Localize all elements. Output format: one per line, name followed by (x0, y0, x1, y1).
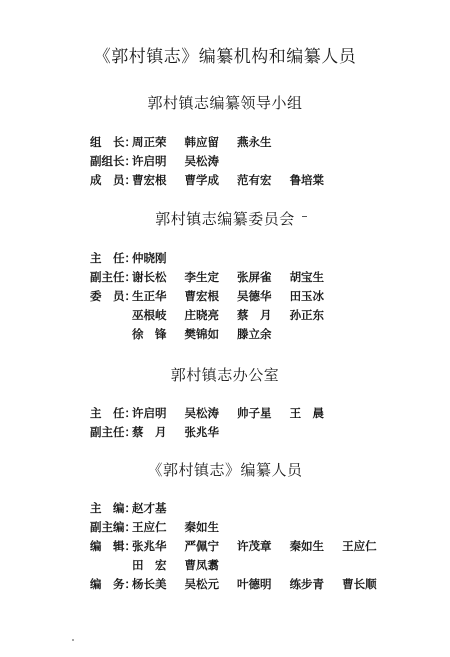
role-label: 副组长： (90, 154, 136, 168)
person-name: 曹凤翥 (184, 558, 220, 572)
role-label: 副主任： (90, 425, 136, 439)
person-name: 许启明 (132, 154, 167, 168)
person-name: 曹学成 (184, 173, 220, 187)
person-name: 许茂章 (237, 539, 272, 553)
person-name: 严佩宁 (184, 539, 220, 553)
person-name: 樊锦如 (184, 327, 220, 341)
person-name: 鲁培棠 (289, 173, 325, 187)
row-deputy-director (90, 269, 338, 285)
person-name: 胡宝生 (289, 270, 325, 284)
row-chief-editor (90, 500, 181, 516)
person-name: 吴德华 (237, 289, 272, 303)
person-name: 曹宏根 (132, 173, 167, 187)
person-name: 韩应留 (184, 135, 220, 149)
row-director (90, 250, 181, 266)
role-label: 主 编： (90, 501, 136, 515)
person-name: 张兆华 (132, 539, 167, 553)
person-name: 巫根岐 (132, 308, 167, 322)
row-editors-cont (90, 557, 233, 573)
role-label: 编 务： (90, 577, 136, 591)
person-name: 生正华 (132, 289, 167, 303)
person-name: 叶德明 (237, 577, 272, 591)
row-deputy-editor (90, 519, 233, 535)
row-committee-members-cont (90, 307, 338, 323)
person-name: 帅子星 (237, 406, 272, 420)
person-name: 徐 锋 (132, 327, 167, 341)
role-label: 副主任： (90, 270, 136, 284)
person-name: 曹宏根 (184, 289, 220, 303)
section-title-leading-group: 郭村镇志编纂领导小组 (147, 94, 303, 112)
role-label: 主 任： (90, 251, 136, 265)
person-name: 庄晓亮 (184, 308, 220, 322)
row-leader (90, 134, 286, 150)
row-office-deputy (90, 424, 233, 440)
role-label: 编 辑： (90, 539, 136, 553)
person-name: 秦如生 (184, 520, 220, 534)
row-editors (90, 538, 391, 554)
row-affairs (90, 576, 391, 592)
person-name: 滕立余 (237, 327, 272, 341)
row-committee-members-cont (90, 326, 286, 342)
stray-dash-mark (302, 216, 307, 217)
person-name: 曹长顺 (342, 577, 377, 591)
row-deputy-leader (90, 153, 233, 169)
section-title-office: 郭村镇志办公室 (170, 366, 280, 384)
person-name: 范有宏 (237, 173, 272, 187)
person-name: 张兆华 (184, 425, 220, 439)
person-name: 吴松涛 (184, 154, 220, 168)
person-name: 王应仁 (132, 520, 167, 534)
person-name: 吴松涛 (184, 406, 220, 420)
person-name: 李生定 (184, 270, 220, 284)
person-name: 王应仁 (342, 539, 377, 553)
row-members (90, 172, 338, 188)
person-name: 杨长美 (132, 577, 167, 591)
person-name: 仲晓刚 (132, 251, 167, 265)
page-title: 《郭村镇志》编纂机构和编纂人员 (93, 47, 357, 67)
section-title-committee: 郭村镇志编纂委员会 (155, 210, 295, 228)
person-name: 吴松元 (184, 577, 220, 591)
person-name: 许启明 (132, 406, 167, 420)
person-name: 练步青 (289, 577, 325, 591)
person-name: 王 晨 (289, 406, 325, 420)
person-name: 孙正东 (289, 308, 325, 322)
person-name: 蔡 月 (132, 425, 167, 439)
role-label: 委 员： (90, 289, 136, 303)
person-name: 秦如生 (289, 539, 325, 553)
person-name: 田玉冰 (289, 289, 325, 303)
person-name: 谢长松 (132, 270, 167, 284)
person-name: 燕永生 (237, 135, 272, 149)
role-label: 组 长： (90, 135, 136, 149)
stray-dot-mark (72, 639, 74, 641)
role-label: 成 员： (90, 173, 136, 187)
row-office-director (90, 405, 338, 421)
person-name: 赵才基 (132, 501, 167, 515)
row-committee-members (90, 288, 338, 304)
section-title-editors: 《郭村镇志》编纂人员 (147, 461, 303, 479)
person-name: 周正荣 (132, 135, 167, 149)
person-name: 张屏雀 (237, 270, 272, 284)
role-label: 副主编： (90, 520, 136, 534)
person-name: 蔡 月 (237, 308, 272, 322)
person-name: 田 宏 (132, 558, 167, 572)
role-label: 主 任： (90, 406, 136, 420)
